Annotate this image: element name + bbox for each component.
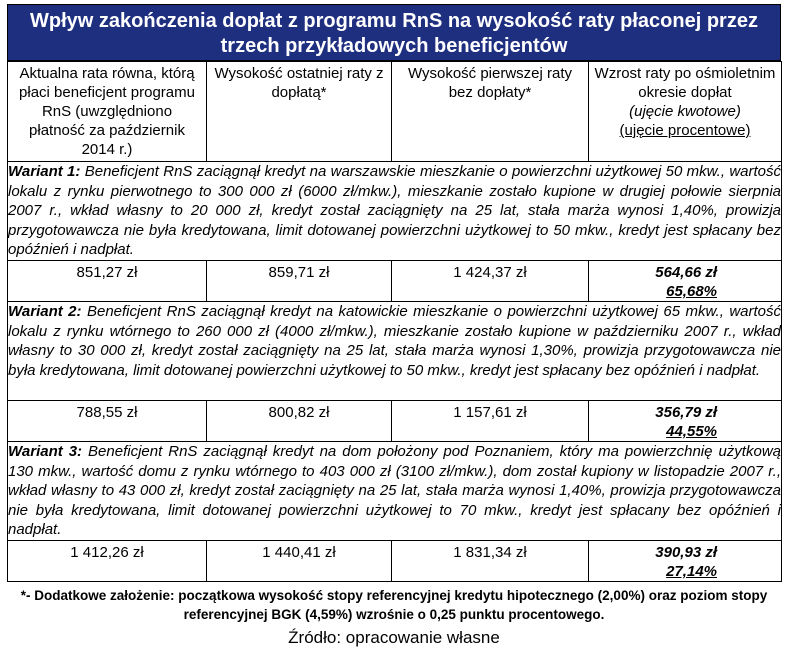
- footnote: *- Dodatkowe założenie: początkowa wysokość stopy referencyjnej kredytu hipotecznego (2,00%) oraz poziom stopy referencyjnej BGK (4,59%) wzrośnie o 0,25 punktu procentowego.: [20, 588, 768, 622]
- current-rate-value: 1 412,26 zł: [8, 541, 207, 582]
- increase-amount: 390,93 zł: [655, 544, 717, 561]
- header-last-rate: Wysokość ostatniej raty z dopłatą*: [207, 62, 392, 162]
- variant-label: Wariant 2:: [8, 303, 82, 320]
- last-rate-value: 1 440,41 zł: [207, 541, 392, 582]
- values-row: [8, 261, 782, 302]
- current-rate-value: 851,27 zł: [8, 261, 207, 302]
- header-row: [8, 62, 782, 162]
- variant-description: [8, 442, 782, 541]
- header-increase: [589, 62, 782, 162]
- variant-description: [8, 162, 782, 261]
- current-rate-value: 788,55 zł: [8, 401, 207, 442]
- header-increase-label: Wzrost raty po ośmioletnim okresie dopłat: [594, 65, 776, 101]
- increase-cell: [589, 541, 782, 582]
- header-current-rate: Aktualna rata równa, którą płaci beneficjent programu RnS (uwzględniono płatność za październik 2014 r.): [8, 62, 207, 162]
- increase-percent: 44,55%: [666, 423, 717, 440]
- data-table: [7, 61, 782, 582]
- variant-row: [8, 302, 782, 401]
- variant-description: [8, 302, 782, 401]
- header-increase-percent: (ujęcie procentowe): [619, 122, 751, 139]
- increase-percent: 65,68%: [666, 283, 717, 300]
- values-row: [8, 401, 782, 442]
- variant-row: [8, 162, 782, 261]
- variant-row: [8, 442, 782, 541]
- header-first-rate: Wysokość pierwszej raty bez dopłaty*: [392, 62, 589, 162]
- last-rate-value: 800,82 zł: [207, 401, 392, 442]
- values-row: [8, 541, 782, 582]
- increase-amount: 564,66 zł: [655, 264, 717, 281]
- increase-cell: [589, 401, 782, 442]
- variant-text: Beneficjent RnS zaciągnął kredyt na dom położony pod Poznaniem, który ma powierzchnię użytkową 130 mkw., wartość domu z rynku wtórnego to 403 000 zł (3100 zł/mkw.), dom został kupiony w listopadzie 2007 r., wkład własny to 43 000 zł, kredyt został zaciągnięty na 25 lat, stała marża wynosi 1,40%, prowizja przygotowawcza nie była kredytowana, limit dotowanej powierzchni użytkowej to 70 mkw., kredyt jest spłacany bez opóźnień i nadpłat.: [8, 443, 781, 538]
- first-rate-value: 1 831,34 zł: [392, 541, 589, 582]
- variant-text: Beneficjent RnS zaciągnął kredyt na katowickie mieszkanie o powierzchni użytkowej 65 mkw., wartość lokalu z rynku wtórnego to 260 000 zł (4000 zł/mkw.), mieszkanie zostało kupione w październiku 2007 r., wkład własny to 30 000 zł, kredyt został zaciągnięty na 25 lat, stała marża wynosi 1,30%, prowizja przygotowawcza nie była kredytowana, limit dotowanej powierzchni użytkowej to 50 mkw., kredyt jest spłacany bez opóźnień i nadpłat.: [8, 303, 781, 379]
- increase-cell: [589, 261, 782, 302]
- source-note: Źródło: opracowanie własne: [288, 628, 500, 647]
- first-rate-value: 1 157,61 zł: [392, 401, 589, 442]
- variant-text: Beneficjent RnS zaciągnął kredyt na warszawskie mieszkanie o powierzchni użytkowej 50 mkw., wartość lokalu z rynku pierwotnego to 300 000 zł (6000 zł/mkw.), mieszkanie zostało kupione w drugiej połowie sierpnia 2007 r., wkład własny to 20 000 zł, kredyt został zaciągnięty na 25 lat, stała marża wynosi 1,40%, prowizja przygotowawcza nie była kredytowana, limit dotowanej powierzchni użytkowej to 50 mkw., kredyt jest spłacany bez opóźnień i nadpłat.: [8, 163, 781, 258]
- increase-percent: 27,14%: [666, 563, 717, 580]
- table-title: Wpływ zakończenia dopłat z programu RnS na wysokość raty płaconej przez trzech przykładowych beneficjentów: [7, 4, 781, 61]
- header-increase-amount: (ujęcie kwotowe): [629, 103, 741, 120]
- variant-label: Wariant 1:: [8, 163, 81, 180]
- last-rate-value: 859,71 zł: [207, 261, 392, 302]
- report-table-container: [7, 4, 781, 648]
- variant-label: Wariant 3:: [8, 443, 83, 460]
- increase-amount: 356,79 zł: [655, 404, 717, 421]
- first-rate-value: 1 424,37 zł: [392, 261, 589, 302]
